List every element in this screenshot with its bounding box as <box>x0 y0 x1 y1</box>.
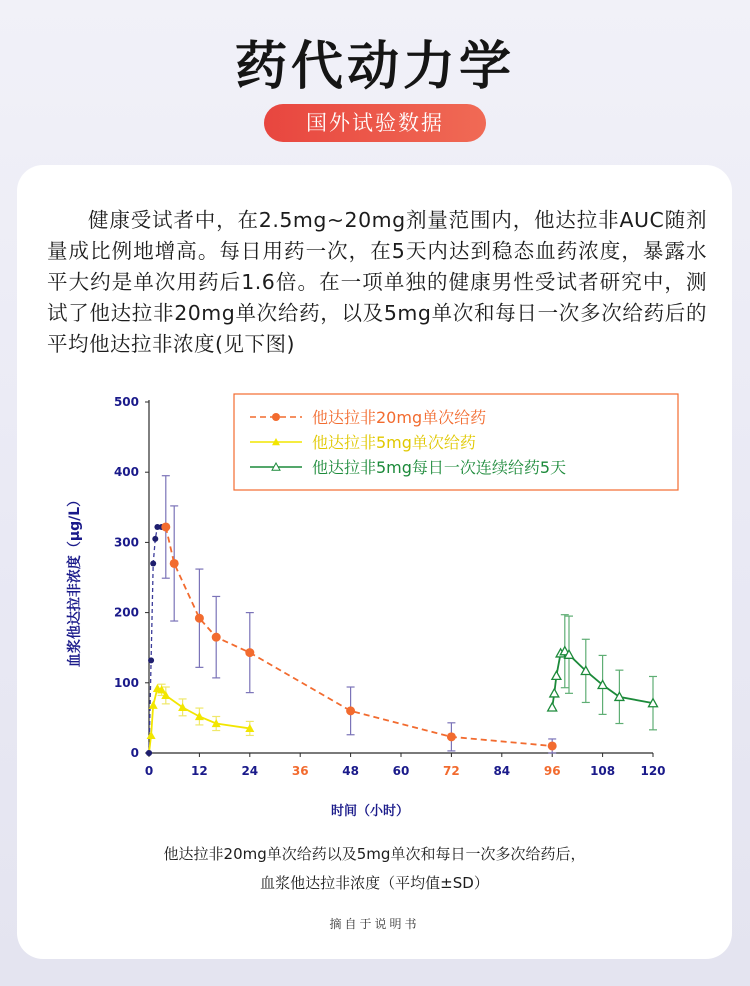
x-tick-label: 12 <box>191 764 208 778</box>
x-tick-label: 84 <box>493 764 511 778</box>
data-point <box>195 614 204 623</box>
data-point <box>548 741 557 750</box>
caption-line-1: 他达拉非20mg单次给药以及5mg单次和每日一次多次给药后， <box>163 845 586 863</box>
intro-paragraph: 健康受试者中，在2.5mg~20mg剂量范围内，他达拉非AUC随剂量成比例地增高。每日用药一次，在5天内达到稳态血药浓度，暴露水平大约是单次用药后1.6倍。在一项单独的健康男性受试者研究中，测试了他达拉非20mg单次给药，以及5mg单次和每日一次多次给药后的平均他达拉非浓度(见下图) <box>47 208 707 356</box>
legend-marker <box>272 413 280 421</box>
data-point <box>548 703 557 711</box>
data-point <box>161 522 170 531</box>
x-tick-label: 96 <box>543 764 561 778</box>
x-tick-label: 0 <box>144 764 154 778</box>
data-point <box>212 633 221 642</box>
caption-line-2: 血浆他达拉非浓度（平均值±SD） <box>260 874 489 892</box>
source-note: 摘自于说明书 <box>329 917 420 931</box>
series-3 <box>548 615 658 730</box>
series-line <box>166 527 552 746</box>
x-tick-label: 48 <box>342 764 359 778</box>
y-tick-label: 200 <box>113 605 139 620</box>
data-point <box>148 657 154 663</box>
data-point <box>346 706 355 715</box>
page-title: 药代动力学 <box>234 37 515 97</box>
data-point <box>447 732 456 741</box>
content-card <box>17 165 732 959</box>
y-tick-label: 100 <box>113 675 139 690</box>
series-2 <box>146 684 254 756</box>
pk-chart <box>17 165 732 845</box>
legend-label: 他达拉非20mg单次给药 <box>312 408 487 427</box>
x-tick-label: 36 <box>291 764 309 778</box>
y-axis-label: 血浆他达拉非浓度（μg/L） <box>67 492 83 668</box>
legend-label: 他达拉非5mg每日一次连续给药5天 <box>312 458 567 477</box>
x-tick-label: 108 <box>590 764 616 778</box>
data-point <box>152 536 158 542</box>
y-tick-label: 500 <box>113 395 139 409</box>
y-tick-label: 300 <box>113 535 139 550</box>
y-tick-label: 400 <box>113 465 139 480</box>
x-axis-label: 时间（小时） <box>330 804 410 819</box>
x-tick-label: 72 <box>443 764 460 778</box>
y-tick-label: 0 <box>130 746 139 760</box>
legend-label: 他达拉非5mg单次给药 <box>312 433 476 452</box>
data-point <box>150 560 156 566</box>
x-tick-label: 60 <box>392 764 410 778</box>
data-point <box>170 559 179 568</box>
x-tick-label: 120 <box>640 764 666 778</box>
data-point <box>195 712 204 720</box>
figure-caption <box>17 840 732 898</box>
data-point <box>146 750 152 756</box>
section-badge: 国外试验数据 <box>264 104 486 142</box>
x-tick-label: 24 <box>241 764 259 778</box>
data-point <box>245 648 254 657</box>
data-point <box>550 689 559 697</box>
data-point <box>552 671 561 679</box>
series-1 <box>146 476 557 756</box>
data-point <box>147 731 156 739</box>
